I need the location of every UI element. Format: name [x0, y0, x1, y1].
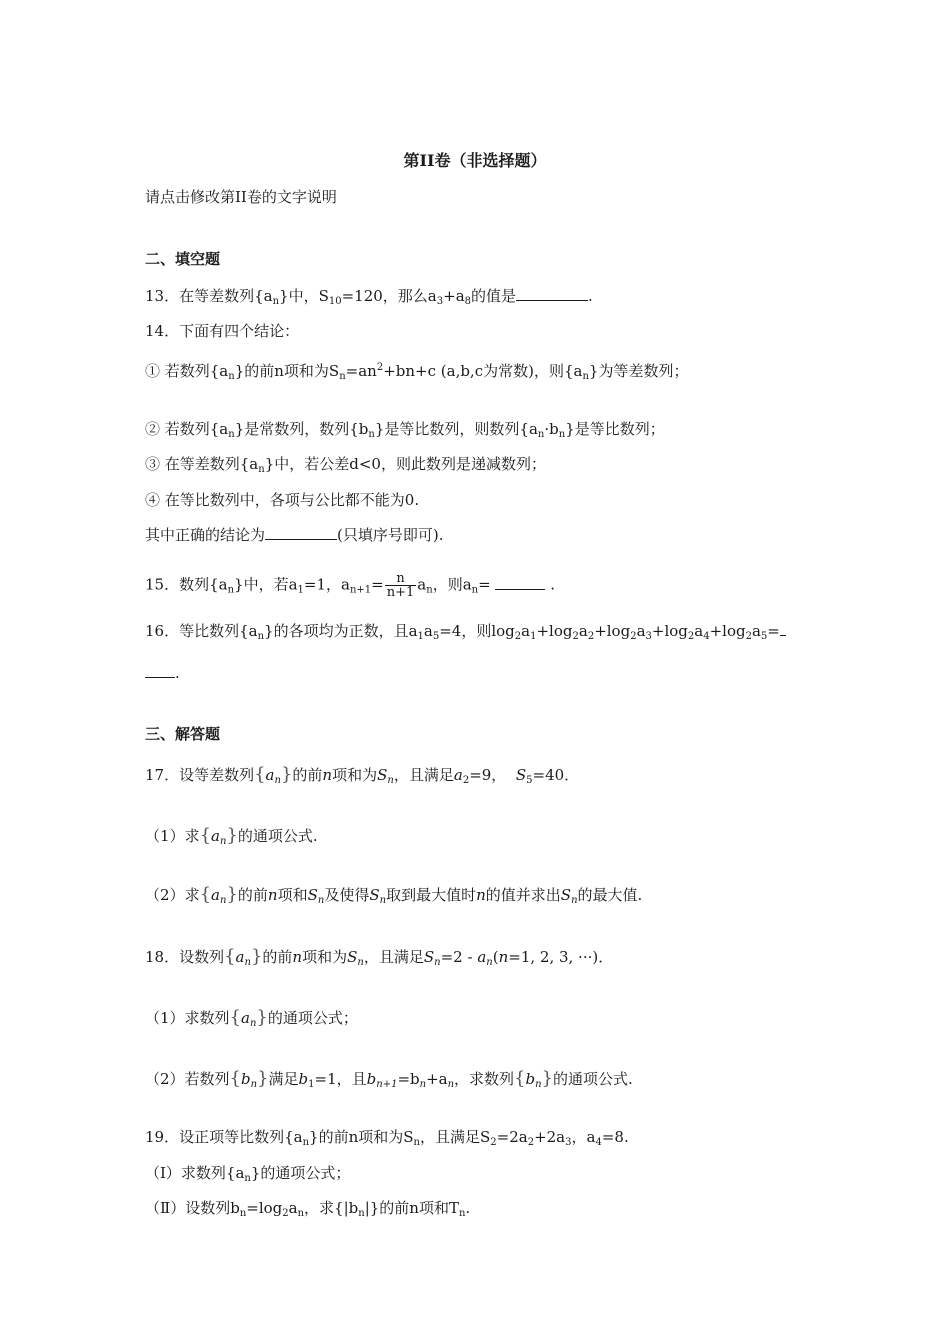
question-19-part-2: （Ⅱ）设数列$b_n=\log_2a_n$，求$\{|b_n|\}$的前n项和$T_n$. — [145, 1199, 471, 1219]
question-13: 13．在等差数列$\{a_n\}$中，$S_{10}=120$，那么$a_3+a_8$的值是 . — [145, 287, 593, 307]
question-18-part-1: （1）求数列$\{a_n\}$的通项公式； — [145, 1007, 358, 1029]
statement-4: ④ 在等比数列中，各项与公比都不能为0. — [145, 491, 420, 509]
part-title: 第II卷（非选择题） — [403, 151, 547, 170]
question-17: 17．设等差数列$\{a_n\}$的前n项和为$S_n$，且满足$a_2=9$， $S_5=40$． — [145, 764, 580, 786]
answer-blank[interactable] — [145, 663, 175, 678]
question-17-part-1: （1）求$\{a_n\}$的通项公式. — [145, 825, 318, 847]
answer-blank[interactable] — [516, 286, 588, 301]
answer-blank[interactable] — [495, 575, 545, 590]
statement-2: ② 若数列$\{a_n\}$是常数列，数列$\{b_n\}$是等比数列，则数列$\{a_n\cdot b_n\}$是等比数列； — [145, 420, 665, 440]
section-fill-in-heading: 二、填空题 — [145, 250, 221, 268]
question-15: 15．数列$\{a_n\}$中，若$a_1=1$，$a_{n+1}=$ $\frac{n}{n+1}$ $a_n$，则$a_n=$ . — [145, 571, 555, 600]
section-solve-heading: 三、解答题 — [145, 725, 221, 743]
question-16-continued: . — [145, 662, 180, 684]
question-17-part-2: （2）求$\{a_n\}$的前n项和$S_n$及使得$S_n$取到最大值时n的值并求出$S_n$的最大值. — [145, 884, 643, 906]
question-14-stem: 14．下面有四个结论： — [145, 322, 300, 340]
question-19: 19．设正项等比数列$\{a_n\}$的前n项和为$S_n$，且满足$S_2=2a_2+2a_3$，$a_4=8$. — [145, 1128, 629, 1148]
question-14-prompt: 其中正确的结论为 (只填序号即可). — [145, 526, 444, 544]
statement-1: ① 若数列$\{a_n\}$的前n项和为$S_n=an^2+bn+c$ (a,b,c为常数)，则$\{a_n\}$为等差数列； — [145, 362, 689, 382]
part-description[interactable]: 请点击修改第II卷的文字说明 — [145, 188, 337, 206]
statement-3: ③ 在等差数列$\{a_n\}$中，若公差d<0，则此数列是递减数列； — [145, 455, 546, 475]
question-18-part-2: （2）若数列$\{b_n\}$满足$b_1=1$，且$b_{n+1}=b_n+a_n$，求数列$\{b_n\}$的通项公式. — [145, 1068, 633, 1090]
question-19-part-1: （Ⅰ）求数列$\{a_n\}$的通项公式； — [145, 1164, 351, 1184]
answer-blank[interactable] — [265, 525, 337, 540]
answer-blank[interactable] — [780, 621, 786, 636]
question-16: 16．等比数列$\{a_n\}$的各项均为正数，且$a_1a_5=4$，则$\log_2a_1+\log_2a_2+\log_2a_3+\log_2a_4+\log_2a_5=$ — [145, 620, 786, 642]
question-18: 18．设数列$\{a_n\}$的前n项和为$S_n$，且满足$S_n=2 - a_n(n=1$, 2, 3, ···)． — [145, 946, 614, 968]
fraction: $\frac{n}{n+1}$ — [386, 571, 415, 600]
